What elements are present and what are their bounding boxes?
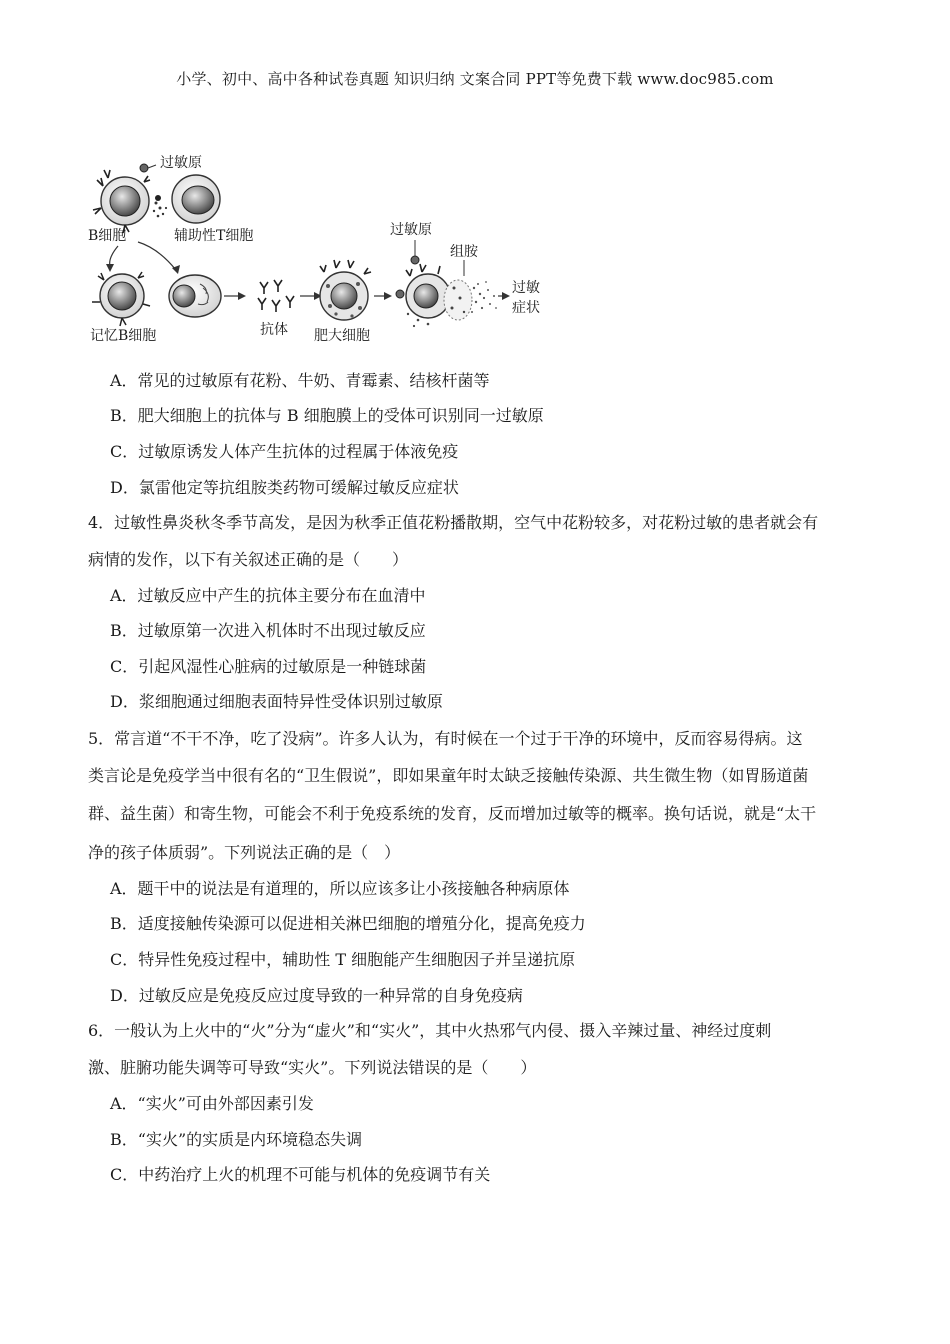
label-histamine: 组胺 (450, 244, 478, 260)
helper-t-cell-icon (172, 175, 220, 223)
q3-option-c: C．过敏原诱发人体产生抗体的过程属于体液免疫 (110, 442, 459, 461)
q5-option-b: B．适度接触传染源可以促进相关淋巴细胞的增殖分化，提高免疫力 (110, 914, 586, 933)
q5-option-c: C．特异性免疫过程中，辅助性 T 细胞能产生细胞因子并呈递抗原 (110, 950, 576, 969)
label-mast-cell: 肥大细胞 (314, 328, 370, 344)
label-b-cell: B细胞 (88, 228, 127, 244)
q3-option-b: B．肥大细胞上的抗体与 B 细胞膜上的受体可识别同一过敏原 (110, 406, 544, 425)
plasma-cell-icon (169, 275, 221, 317)
q3-option-a: A．常见的过敏原有花粉、牛奶、青霉素、结核杆菌等 (110, 371, 490, 390)
label-allergen-mid: 过敏原 (390, 222, 432, 238)
q4-option-d: D．浆细胞通过细胞表面特异性受体识别过敏原 (110, 692, 443, 711)
q5-stem-line-4: 净的孩子体质弱”。下列说法正确的是（ ） (88, 843, 401, 862)
label-helper-t-cell: 辅助性T细胞 (174, 228, 254, 244)
q4-option-b: B．过敏原第一次进入机体时不出现过敏反应 (110, 621, 426, 640)
q5-option-d: D．过敏反应是免疫反应过度导致的一种异常的自身免疫病 (110, 986, 523, 1005)
q5-stem-line-2: 类言论是免疫学当中很有名的“卫生假说”，即如果童年时太缺乏接触传染源、共生微生物（如胃肠道菌 (88, 766, 809, 785)
q5-stem-line-3: 群、益生菌）和寄生物，可能会不利于免疫系统的发育，反而增加过敏等的概率。换句话说，就是“太干 (88, 804, 817, 823)
b-cell-icon (93, 170, 150, 233)
mast-cell-icon (320, 260, 371, 320)
q6-stem-line-1: 6．一般认为上火中的“火”分为“虚火”和“实火”，其中火热邪气内侵、摄入辛辣过量、神经过度刺 (88, 1021, 772, 1040)
histamine-dots (471, 281, 497, 313)
q5-option-a: A．题干中的说法是有道理的，所以应该多让小孩接触各种病原体 (110, 879, 570, 898)
q4-option-a: A．过敏反应中产生的抗体主要分布在血清中 (110, 586, 426, 605)
antibody-icons (258, 280, 294, 312)
label-allergen-top: 过敏原 (160, 155, 202, 171)
label-memory-b-cell: 记忆B细胞 (90, 328, 157, 344)
q3-option-d: D．氯雷他定等抗组胺类药物可缓解过敏反应症状 (110, 478, 459, 497)
q5-stem-line-1: 5．常言道“不干不净，吃了没病”。许多人认为，有时候在一个过于干净的环境中，反而容易得病。这 (88, 729, 803, 748)
label-allergy-symptom-2: 症状 (512, 300, 540, 316)
q4-stem-line-1: 4．过敏性鼻炎秋冬季节高发，是因为秋季正值花粉播散期，空气中花粉较多，对花粉过敏的患者就会有 (88, 513, 819, 532)
cytokine-dots (153, 195, 167, 217)
label-allergy-symptom-1: 过敏 (512, 280, 540, 296)
allergen-top-icon (140, 164, 156, 172)
degranulating-mast-cell-icon (406, 264, 472, 327)
allergy-mechanism-diagram (88, 148, 558, 348)
q6-option-a: A．“实火”可由外部因素引发 (110, 1094, 314, 1113)
page-header: 小学、初中、高中各种试卷真题 知识归纳 文案合同 PPT等免费下载 www.doc985.com (176, 70, 774, 88)
q6-option-c: C．中药治疗上火的机理不可能与机体的免疫调节有关 (110, 1165, 491, 1184)
q6-stem-line-2: 激、脏腑功能失调等可导致“实火”。下列说法错误的是（ ） (88, 1058, 537, 1077)
memory-b-cell-icon (92, 272, 150, 326)
q4-stem-line-2: 病情的发作，以下有关叙述正确的是（ ） (88, 550, 409, 569)
q4-option-c: C．引起风湿性心脏病的过敏原是一种链球菌 (110, 657, 427, 676)
q6-option-b: B．“实火”的实质是内环境稳态失调 (110, 1130, 363, 1149)
label-antibody: 抗体 (260, 322, 288, 338)
